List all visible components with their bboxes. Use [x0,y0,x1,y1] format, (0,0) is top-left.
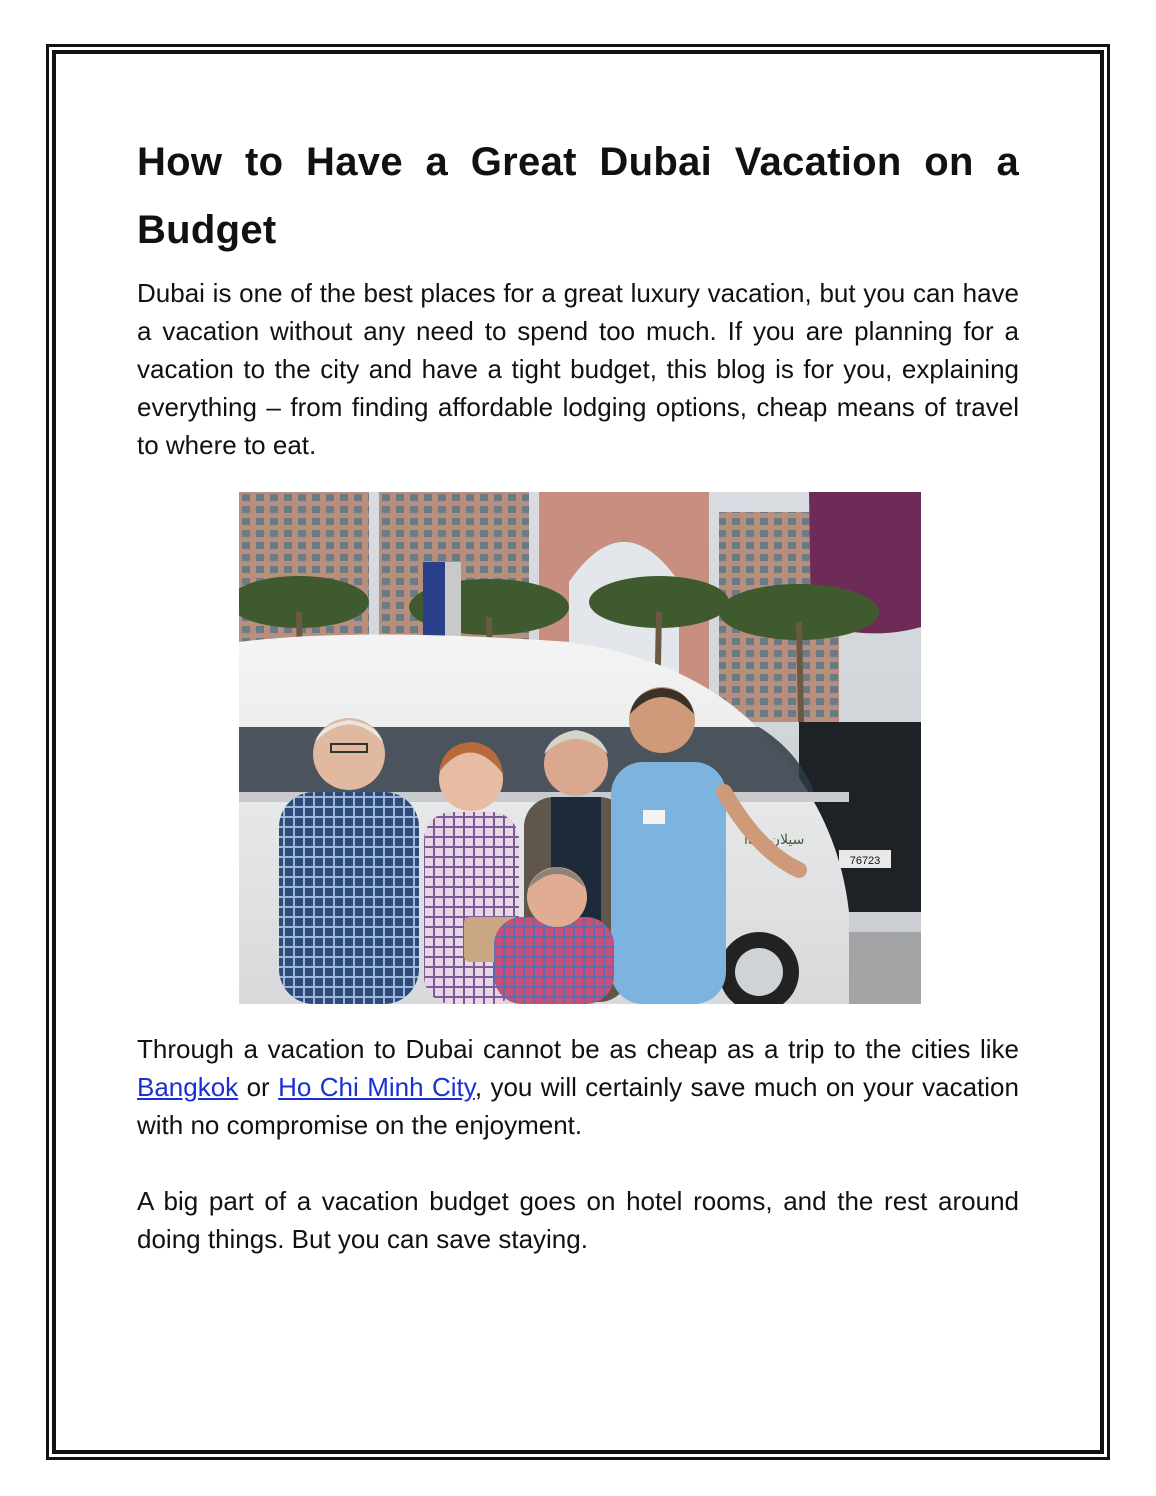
license-plate: 76723 [849,855,881,867]
ho-chi-minh-city-link[interactable]: Ho Chi Minh City [278,1072,475,1102]
paragraph-cities-text-3: , you will certainly save much on your vacation with no compromise on the enjoyment. [137,1072,1019,1140]
paragraph-cities [137,1030,1019,1144]
article-photo [239,492,921,1004]
paragraph-hotel-budget: A big part of a vacation budget goes on hotel rooms, and the rest around doing things. But you can save staying. [137,1186,1019,1254]
article [137,128,1019,1258]
article-title: How to Have a Great Dubai Vacation on a Budget [137,140,1019,252]
bangkok-link[interactable]: Bangkok [137,1072,239,1102]
van-logo-text: lan سيلان [744,832,805,848]
paragraph-cities-text-2: or [238,1072,279,1102]
paragraph-cities-text-1: Through a vacation to Dubai cannot be as cheap as a trip to the cities like [137,1034,1019,1064]
intro-paragraph: Dubai is one of the best places for a great luxury vacation, but you can have a vacation without any need to spend too much. If you are planning for a vacation to the city and have a tight budget, this blog is for you, explaining everything – from finding affordable lodging options, cheap means of travel to where to eat. [137,278,1019,460]
